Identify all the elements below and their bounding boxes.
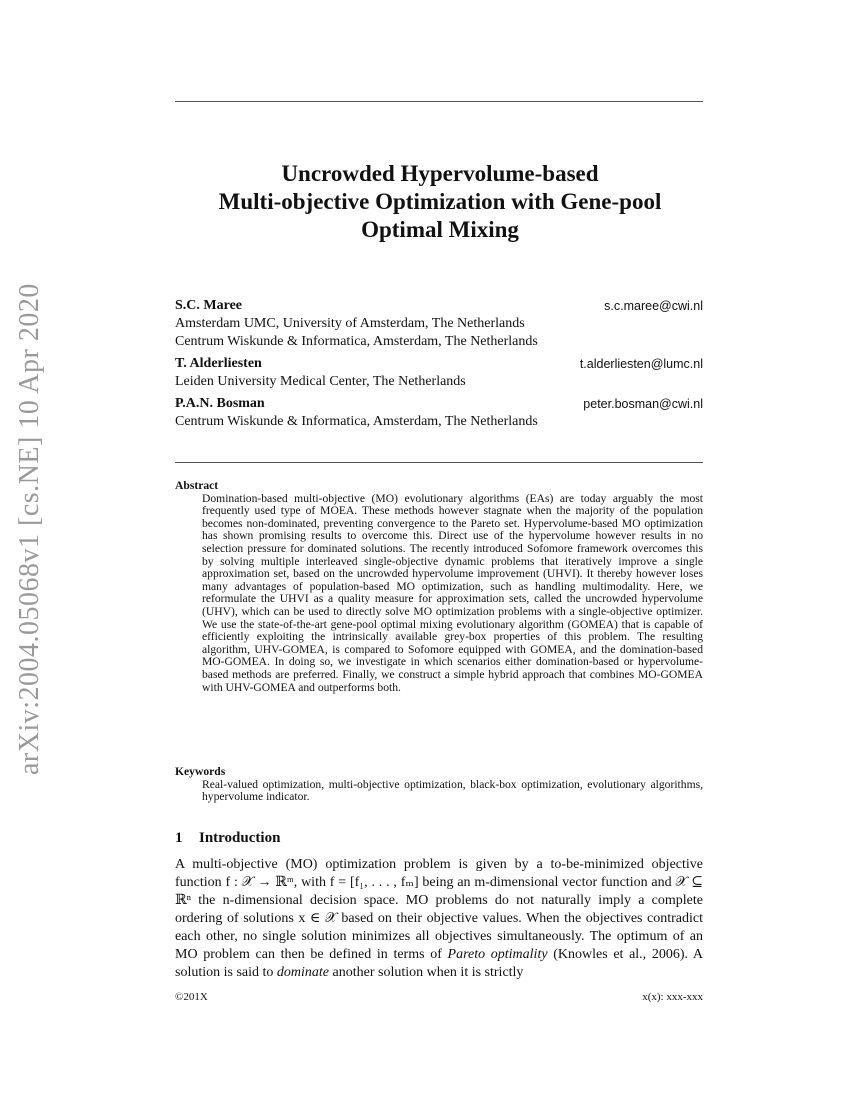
emphasis-term: Pareto optimality [447, 947, 548, 962]
author-email: s.c.maree@cwi.nl [604, 299, 703, 313]
math-inline: f : 𝒳 → ℝᵐ [225, 875, 294, 890]
math-inline: x ∈ 𝒳 [298, 911, 337, 926]
author-entry [175, 297, 703, 351]
title-line: Optimal Mixing [361, 217, 519, 242]
abstract-text: Domination-based multi-objective (MO) evolutionary algorithms (EAs) are today arguably the most frequently used type of MOEA. These methods however stagnate when the majority of the population becomes non-dominated, preventing convergence to the Pareto set. Hypervolume-based MO optimization has shown promising results to overcome this. Direct use of the hypervolume however results in no selection pressure for dominated solutions. The recently introduced Sofomore framework overcomes this by solving multiple interleaved single-objective dynamic problems that iteratively improve a single approximation set, based on the uncrowded hypervolume improvement (UHVI). It thereby however loses many advantages of population-based MO optimization, such as handling multimodality. Here, we reformulate the UHVI as a quality measure for approximation sets, called the uncrowded hypervolume (UHV), which can be used to directly solve MO optimization problems with a single-objective optimizer. We use the state-of-the-art gene-pool optimal mixing evolutionary algorithm (GOMEA) that is capable of efficiently exploiting the intrinsically available grey-box properties of this problem. The resulting algorithm, UHV-GOMEA, is compared to Sofomore equipped with GOMEA, and the domination-based MO-GOMEA. In doing so, we investigate in which scenarios either domination-based or hypervolume-based methods are preferred. Finally, we construct a simple hybrid approach that combines MO-GOMEA with UHV-GOMEA and outperforms both. [202, 491, 703, 694]
copyright-text: ©201X [175, 991, 208, 1003]
intro-text: another solution when it is strictly [329, 965, 524, 980]
title-line: Multi-objective Optimization with Gene-pool [218, 189, 662, 214]
arxiv-identifier-text: arXiv:2004.05068v1 [cs.NE] 10 Apr 2020 [14, 283, 45, 775]
section-heading [175, 830, 280, 847]
author-affiliation: Amsterdam UMC, University of Amsterdam, The Netherlands [175, 316, 525, 331]
section-title: Introduction [199, 830, 281, 846]
page-footer [175, 991, 703, 1003]
abstract-section [175, 480, 703, 694]
keywords-text: Real-valued optimization, multi-objective optimization, black-box optimization, evolutionary algorithms, hypervolume indicator. [202, 777, 703, 804]
author-entry [175, 355, 703, 391]
intro-text: being an m-dimensional vector function and [418, 875, 676, 890]
author-email: peter.bosman@cwi.nl [583, 397, 703, 411]
author-name: S.C. Maree [175, 298, 242, 313]
top-rule [175, 101, 703, 102]
abstract-rule [175, 462, 703, 463]
intro-text: , with [293, 875, 330, 890]
author-affiliation: Centrum Wiskunde & Informatica, Amsterdam, The Netherlands [175, 334, 538, 349]
author-block [175, 297, 703, 435]
title-line: Uncrowded Hypervolume-based [281, 161, 599, 186]
author-name: P.A.N. Bosman [175, 396, 265, 411]
keywords-heading: Keywords [175, 765, 226, 778]
author-entry [175, 395, 703, 431]
abstract-heading: Abstract [175, 479, 219, 492]
author-affiliation: Leiden University Medical Center, The Netherlands [175, 374, 466, 389]
intro-text: based on their objective values. When the objectives contradict each other, no single solution minimizes all objectives simultaneously. The optimum of an MO problem can then be defined in terms of [175, 911, 704, 962]
paper-title [120, 160, 760, 244]
journal-reference: x(x): xxx-xxx [642, 991, 703, 1003]
emphasis-term: dominate [276, 965, 330, 980]
intro-text: the n-dimensional decision space. MO problems do not naturally imply a complete ordering of solutions [175, 893, 703, 926]
author-name: T. Alderliesten [175, 356, 262, 371]
author-affiliation: Centrum Wiskunde & Informatica, Amsterdam, The Netherlands [175, 414, 538, 429]
author-email: t.alderliesten@lumc.nl [579, 357, 703, 371]
intro-text: (Knowles et al., 2006). A solution is said to [175, 947, 704, 980]
intro-text: A multi-objective (MO) optimization problem is given by a to-be-minimized objective function [175, 857, 703, 890]
math-inline: 𝒳 ⊆ ℝⁿ [175, 875, 703, 908]
intro-paragraph [175, 856, 703, 982]
section-number: 1 [175, 830, 183, 846]
keywords-section [175, 766, 703, 804]
math-inline: f = [f₁, . . . , fₘ] [329, 875, 419, 890]
